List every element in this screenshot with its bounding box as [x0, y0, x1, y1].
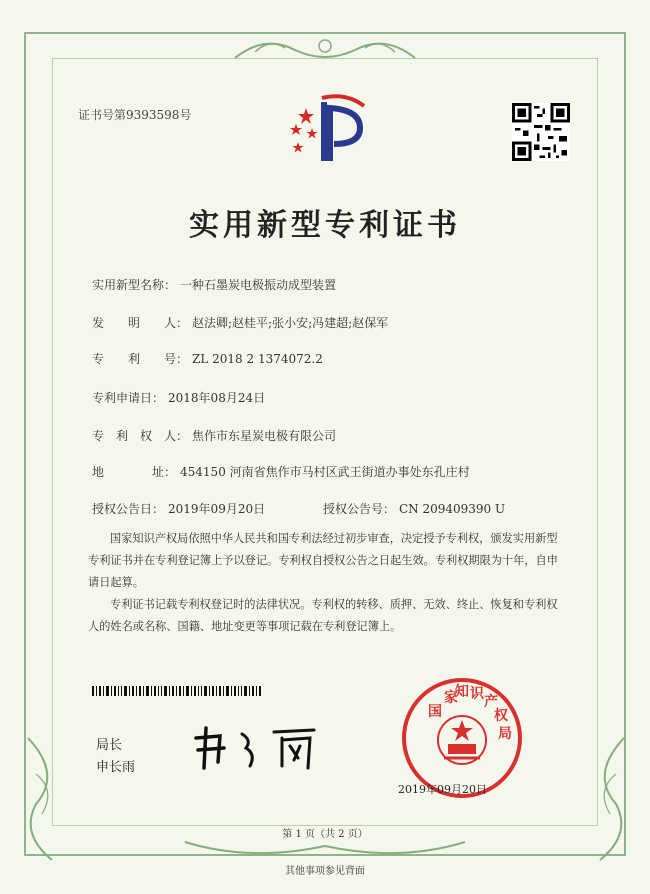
svg-text:知: 知	[455, 684, 469, 700]
field-value: 454150 河南省焦作市马村区武王街道办事处东孔庄村	[180, 465, 470, 479]
svg-text:家: 家	[444, 690, 458, 706]
patent-office-logo-icon	[284, 92, 380, 166]
signatory-role: 局长	[96, 738, 123, 753]
field-value: 一种石墨炭电极振动成型装置	[180, 278, 337, 292]
signatory-name: 申长雨	[96, 760, 136, 775]
field-value: 2018年08月24日	[168, 391, 266, 405]
corner-ornament-icon	[570, 734, 630, 864]
qr-code-icon	[512, 103, 570, 161]
field-value: 2019年09月20日	[168, 502, 266, 516]
page-indicator: 第 1 页（共 2 页）	[282, 829, 368, 840]
svg-text:权: 权	[494, 708, 508, 724]
bottom-ornament-icon	[180, 836, 470, 864]
svg-text:产: 产	[484, 694, 498, 710]
field-row-grant	[92, 500, 505, 517]
field-label: 专 利 号：	[92, 352, 189, 366]
field-label: 专 利 权 人：	[92, 429, 189, 443]
svg-text:识: 识	[470, 686, 484, 702]
field-value: 赵法卿;赵桂平;张小安;冯建超;赵保军	[192, 316, 389, 330]
field-label: 授权公告日：	[92, 502, 165, 516]
top-ornament-icon	[225, 28, 425, 64]
barcode-icon	[92, 686, 262, 696]
certificate-title: 实用新型专利证书	[189, 208, 461, 243]
handwritten-signature	[190, 718, 330, 774]
certificate-number: 证书号第9393598号	[78, 108, 192, 122]
field-label: 专利申请日：	[92, 391, 165, 405]
field-row-patentee	[92, 427, 336, 444]
field-row-address	[92, 463, 470, 480]
legal-paragraph: 专利证书记载专利权登记时的法律状况。专利权的转移、质押、无效、终止、恢复和专利权人的姓名或名称、国籍、地址变更等事项记载在专利登记簿上。	[88, 598, 558, 633]
back-note: 其他事项参见背面	[285, 866, 365, 877]
field-row-patent-number	[92, 350, 323, 367]
corner-ornament-icon	[22, 734, 82, 864]
field-label: 地 址：	[92, 465, 177, 479]
svg-text:局: 局	[498, 726, 512, 742]
field-value: ZL 2018 2 1374072.2	[192, 352, 323, 366]
svg-text:国: 国	[428, 704, 442, 720]
field-label: 发 明 人：	[92, 316, 189, 330]
field-label: 授权公告号：	[322, 502, 395, 516]
field-label: 实用新型名称：	[92, 278, 177, 292]
field-value: CN 209409390 U	[398, 502, 506, 516]
field-row-application-date	[92, 389, 265, 406]
seal-date: 2019年09月20日	[398, 783, 487, 796]
field-row-inventors	[92, 314, 388, 331]
field-value: 焦作市东星炭电极有限公司	[192, 429, 337, 443]
field-row-name	[92, 276, 336, 293]
legal-paragraph: 国家知识产权局依照中华人民共和国专利法经过初步审查，决定授予专利权，颁发实用新型专利证书并在专利登记簿上予以登记。专利权自授权公告之日起生效。专利权期限为十年，自申请日起算。	[88, 532, 558, 589]
